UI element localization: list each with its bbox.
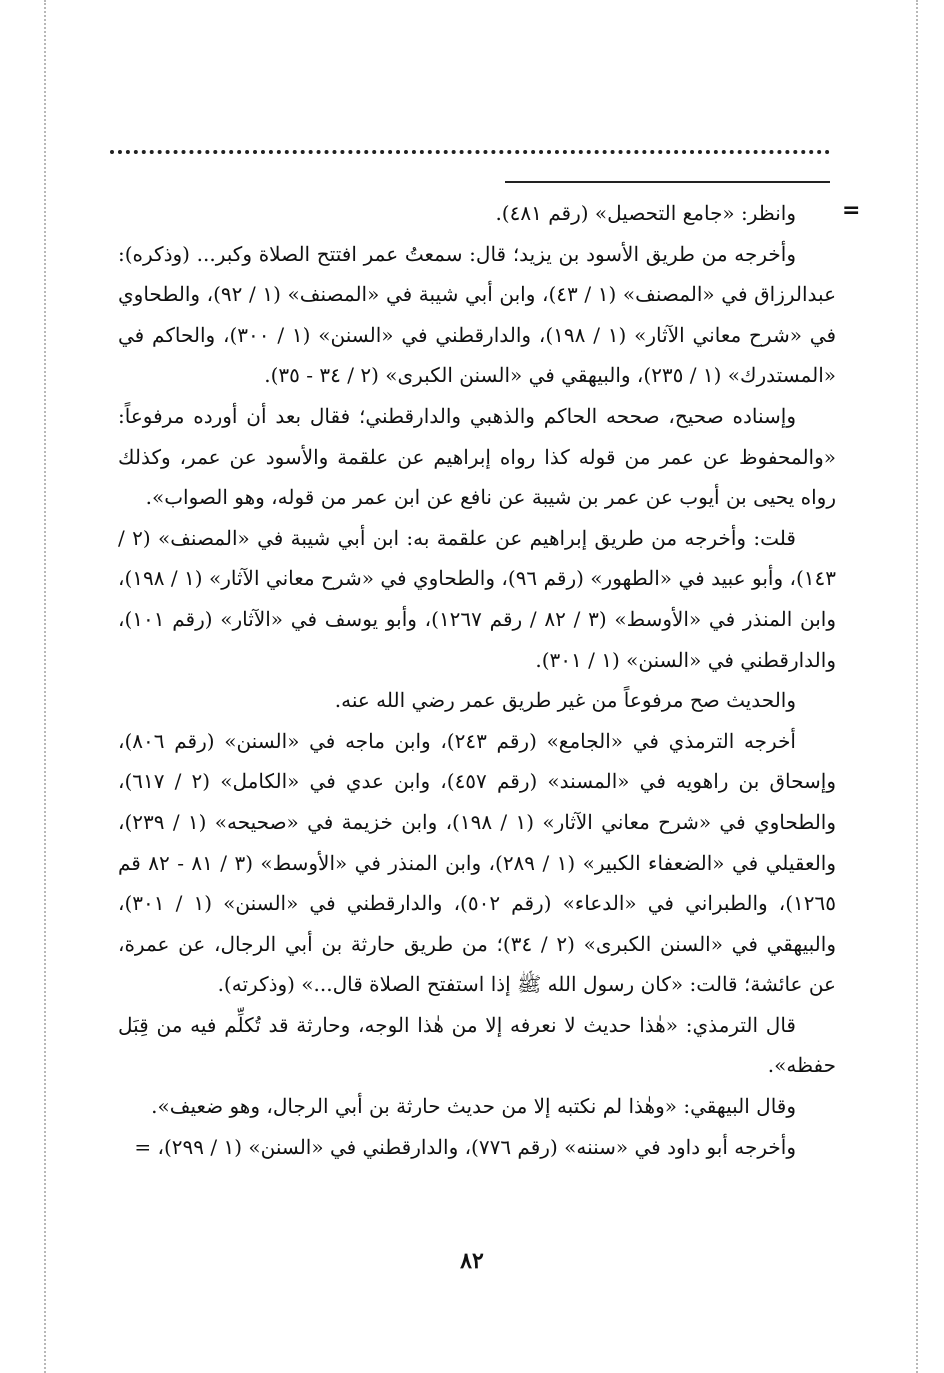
right-margin-guide	[916, 0, 918, 1373]
paragraph: قلت: وأخرجه من طريق إبراهيم عن علقمة به: ابن أبي شيبة في «المصنف» (٢ / ١٤٣)، وأبو عبيد في «الطهور» (رقم ٩٦)، والطحاوي في «شرح معاني الآثار» (١ / ١٩٨)، وابن المنذر في «الأوسط» (٣ / ٨٢ / رقم ١٢٦٧)، وأبو يوسف في «الآثار» (رقم ١٠١)، والدارقطني في «السنن» (١ / ٣٠١).	[118, 525, 837, 672]
paragraph: أخرجه الترمذي في «الجامع» (رقم ٢٤٣)، وابن ماجه في «السنن» (رقم ٨٠٦)، وإسحاق بن راهويه في «المسند» (رقم ٤٥٧)، وابن عدي في «الكامل» (٢ / ٦١٧)، والطحاوي في «شرح معاني الآثار» (١ / ١٩٨)، وابن خزيمة في «صحيحه» (١ / ٢٣٩)، والعقيلي في «الضعفاء الكبير» (١ / ٢٨٩)، وابن المنذر في «الأوسط» (٣ / ٨١ - ٨٢ قم ١٢٦٥)، والطبراني في «الدعاء» (رقم ٥٠٢)، والدارقطني في «السنن» (١ / ٣٠١)، والبيهقي في «السنن الكبرى» (٢ / ٣٤)؛ من طريق حارثة بن أبي الرجال، عن عمرة، عن عائشة؛ قالت: «كان رسول الله ﷺ إذا استفتح الصلاة قال...» (وذكرته).	[118, 728, 837, 997]
paragraph: وقال البيهقي: «وهٰذا لم نكتبه إلا من حديث حارثة بن أبي الرجال، وهو ضعيف».	[151, 1094, 796, 1119]
paragraph: قال الترمذي: «هٰذا حديث لا نعرفه إلا من هٰذا الوجه، وحارثة قد تُكلِّم فيه من قِبَل حفظه».	[118, 1012, 836, 1078]
paragraph: وأخرجه من طريق الأسود بن يزيد؛ قال: سمعتُ عمر افتتح الصلاة وكبر... (وذكره): عبدالرزاق في «المصنف» (١ / ٤٣)، وابن أبي شيبة في «المصنف» (١ / ٩٢)، والطحاوي في «شرح معاني الآثار» (١ / ١٩٨)، والدارقطني في «السنن» (١ / ٣٠٠)، والحاكم في «المستدرك» (١ / ٢٣٥)، والبيهقي في «السنن الكبرى» (٢ / ٣٤ - ٣٥).	[118, 241, 837, 388]
footnote-rule	[505, 181, 830, 183]
page-number: ٨٢	[460, 1248, 484, 1274]
paragraph: والحديث صح مرفوعاً من غير طريق عمر رضي الله عنه.	[334, 688, 796, 713]
paragraph: وإسناده صحيح، صححه الحاكم والذهبي والدارقطني؛ فقال بعد أن أورده مرفوعاً: «والمحفوظ عن عمر من قوله كذا رواه إبراهيم عن علقمة والأسود عن عمر، وكذلك رواه يحيى بن أيوب عن عمر بن شيبة عن نافع عن ابن عمر من قوله، وهو الصواب».	[118, 403, 836, 510]
left-margin-guide	[44, 0, 46, 1373]
paragraph: وأخرجه أبو داود في «سننه» (رقم ٧٧٦)، والدارقطني في «السنن» (١ / ٢٩٩)، =	[134, 1134, 796, 1159]
paragraph: وانظر: «جامع التحصيل» (رقم ٤٨١).	[495, 201, 796, 225]
footnote-text	[118, 193, 836, 1167]
dotted-separator	[110, 150, 830, 154]
continuation-mark-top: =	[842, 198, 861, 223]
